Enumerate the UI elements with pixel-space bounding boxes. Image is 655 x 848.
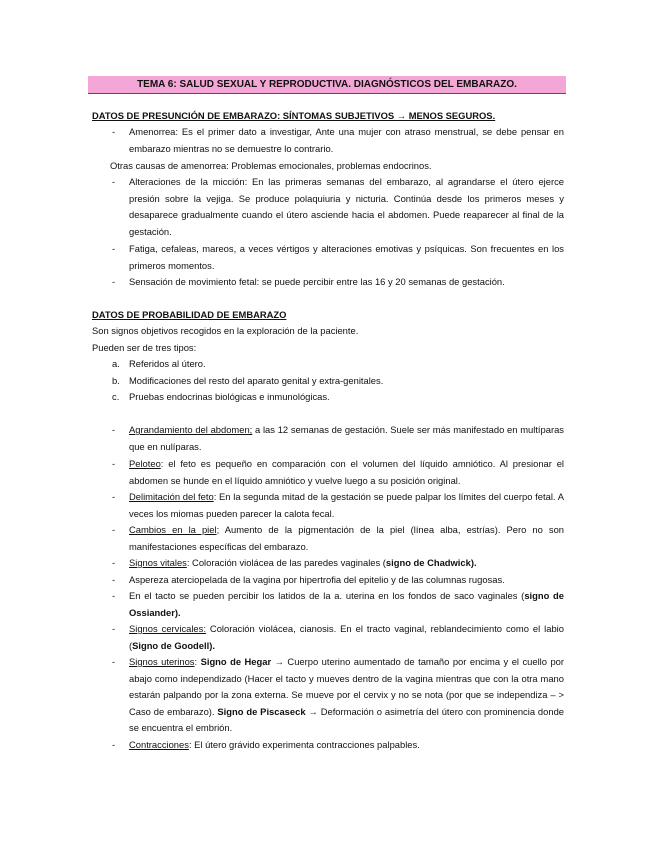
list-item [112,274,564,291]
sign-name: Signo de Hegar [200,656,272,667]
list-item [112,174,564,240]
list-item [112,588,564,621]
item-text [129,555,564,572]
item-text [129,588,564,621]
bullet-dash: - [112,491,116,502]
sign-text: ). [470,557,477,568]
list-item [112,621,564,654]
sign-text: → Cuerpo uterino aumentado de tamaño por encima y el cuello por abajo como independizado (Hacer el tacto y mueves dentro de la vagina mientras que con la otra mano estarán palpando por la zona externa. Se mueve por el cervix y no se nota (por que se independiza – > Caso de embarazo). [129,656,565,717]
sign-text: a las 12 semanas de gestación. Suele ser más manifestado en multíparas que en nulíparas. [129,424,564,452]
list-item [112,555,564,572]
list-letter: b. [112,375,120,386]
item-text [129,522,564,555]
intro-text: Pueden ser de tres tipos: [92,342,197,353]
bullet-dash: - [112,243,116,254]
section-heading-probabilidad: DATOS DE PROBABILIDAD DE EMBARAZO [92,309,287,320]
list-item [112,422,564,455]
bullet-dash: - [112,574,116,585]
item-text: Sensación de movimiento fetal: se puede percibir entre las 16 y 20 semanas de gestación. [129,276,505,287]
sign-label: Signos vitales [129,557,187,568]
sign-text: ). [174,606,181,618]
bullet-dash: - [112,524,116,535]
list-item [112,737,564,754]
sign-text: ; Aumento de la pigmentación de la piel (línea alba, estrías). Pero no son manifestaciones específicas del embarazo. [129,524,565,552]
page-title: TEMA 6: SALUD SEXUAL Y REPRODUCTIVA. DIAGNÓSTICOS DEL EMBARAZO. [88,76,566,94]
item-text: Fatiga, cefaleas, mareos, a veces vértigos y alteraciones emotivas y psíquicas. Son frecuentes en los primeros momentos. [129,243,564,271]
list-letter: a. [112,358,120,369]
sign-text: ). [209,639,215,651]
sign-label: Signos uterinos [129,656,195,667]
list-item [112,124,564,157]
sign-text: Coloración violácea, cianosis. En el tracto vaginal, reblandecimiento como el labio ( [129,623,564,651]
section-heading-presuncion: DATOS DE PRESUNCIÓN DE EMBARAZO: SÍNTOMAS SUBJETIVOS → MENOS SEGUROS. [92,110,496,121]
bullet-dash: - [112,557,116,568]
sign-label: Peloteo [129,458,161,469]
list-item [112,522,564,555]
sign-text: : En la segunda mitad de la gestación se puede palpar los límites del cuerpo fetal. A veces los miomas pueden parecer la calota fecal. [129,491,564,519]
bullet-dash: - [112,656,116,667]
list-item [112,356,564,373]
item-text: Modificaciones del resto del aparato genital y extra-genitales. [129,375,384,386]
list-item [112,654,564,737]
list-item [112,489,564,522]
sign-label: Contracciones [129,739,189,750]
sign-text: En el tacto se pueden percibir los latidos de la a. uterina en los fondos de saco vaginales ( [129,590,525,601]
bullet-dash: - [112,176,116,187]
bullet-dash: - [112,126,116,137]
list-item [112,456,564,489]
sign-label: Signos cervicales: [129,623,206,634]
sign-name: signo de Chadwick [385,557,471,568]
sign-label: Agrandamiento del abdomen; [129,424,253,435]
item-text [129,621,564,654]
sign-name: Signo de Goodell [132,639,210,651]
sign-name: Signo de Piscaseck [217,705,306,717]
list-item [112,241,564,274]
bullet-dash: - [112,739,116,750]
sign-text: : el feto es pequeño en comparación con el volumen del líquido amniótico. Al presionar el abdomen se hunde en el líquido amniótico y vuelve luego a su posición original. [129,458,564,486]
sign-text: : El útero grávido experimenta contracciones palpables. [188,739,420,750]
item-text [129,422,564,455]
sign-name: signo de Ossiander [129,590,565,618]
bullet-dash: - [112,276,116,287]
list-item [112,373,564,390]
sign-text: → Deformación o asimetría del útero con prominencia donde se encuentra el embrión. [129,705,565,734]
sign-label: Delimitación del feto [129,491,214,502]
item-text: Referidos al útero. [129,358,206,369]
item-text: Aspereza aterciopelada de la vagina por hipertrofia del epitelio y de las columnas rugosas. [129,574,505,585]
item-text [129,489,564,522]
item-text: Amenorrea: Es el primer dato a investigar, Ante una mujer con atraso menstrual, se debe pensar en embarazo mientras no se demuestre lo contrario. [129,126,564,154]
sign-text: : [194,656,201,667]
bullet-dash: - [112,458,116,469]
sign-text: : Coloración violácea de las paredes vaginales ( [186,557,386,568]
sign-label: Cambios en la piel [129,524,217,535]
bullet-dash: - [112,590,116,601]
item-text: Pruebas endocrinas biológicas e inmunológicas. [129,391,330,402]
bullet-dash: - [112,623,116,634]
intro-text: Son signos objetivos recogidos en la exploración de la paciente. [92,325,359,336]
list-letter: c. [112,391,120,402]
list-item [112,389,564,406]
other-causes-text: Otras causas de amenorrea: Problemas emocionales, problemas endocrinos. [110,160,432,171]
item-text [129,456,564,489]
bullet-dash: - [112,424,116,435]
list-item [112,572,564,589]
item-text [129,737,564,754]
item-text: Alteraciones de la micción: En las primeras semanas del embarazo, al agrandarse el útero ejerce presión sobre la vejiga. Se produce polaquiuria y nicturia. Continúa desde los primeros meses y desaparece gradualmente cuando el útero asciende hacia el abdomen. Puede reaparecer al final de la gestación. [129,176,564,237]
item-text [129,654,564,737]
